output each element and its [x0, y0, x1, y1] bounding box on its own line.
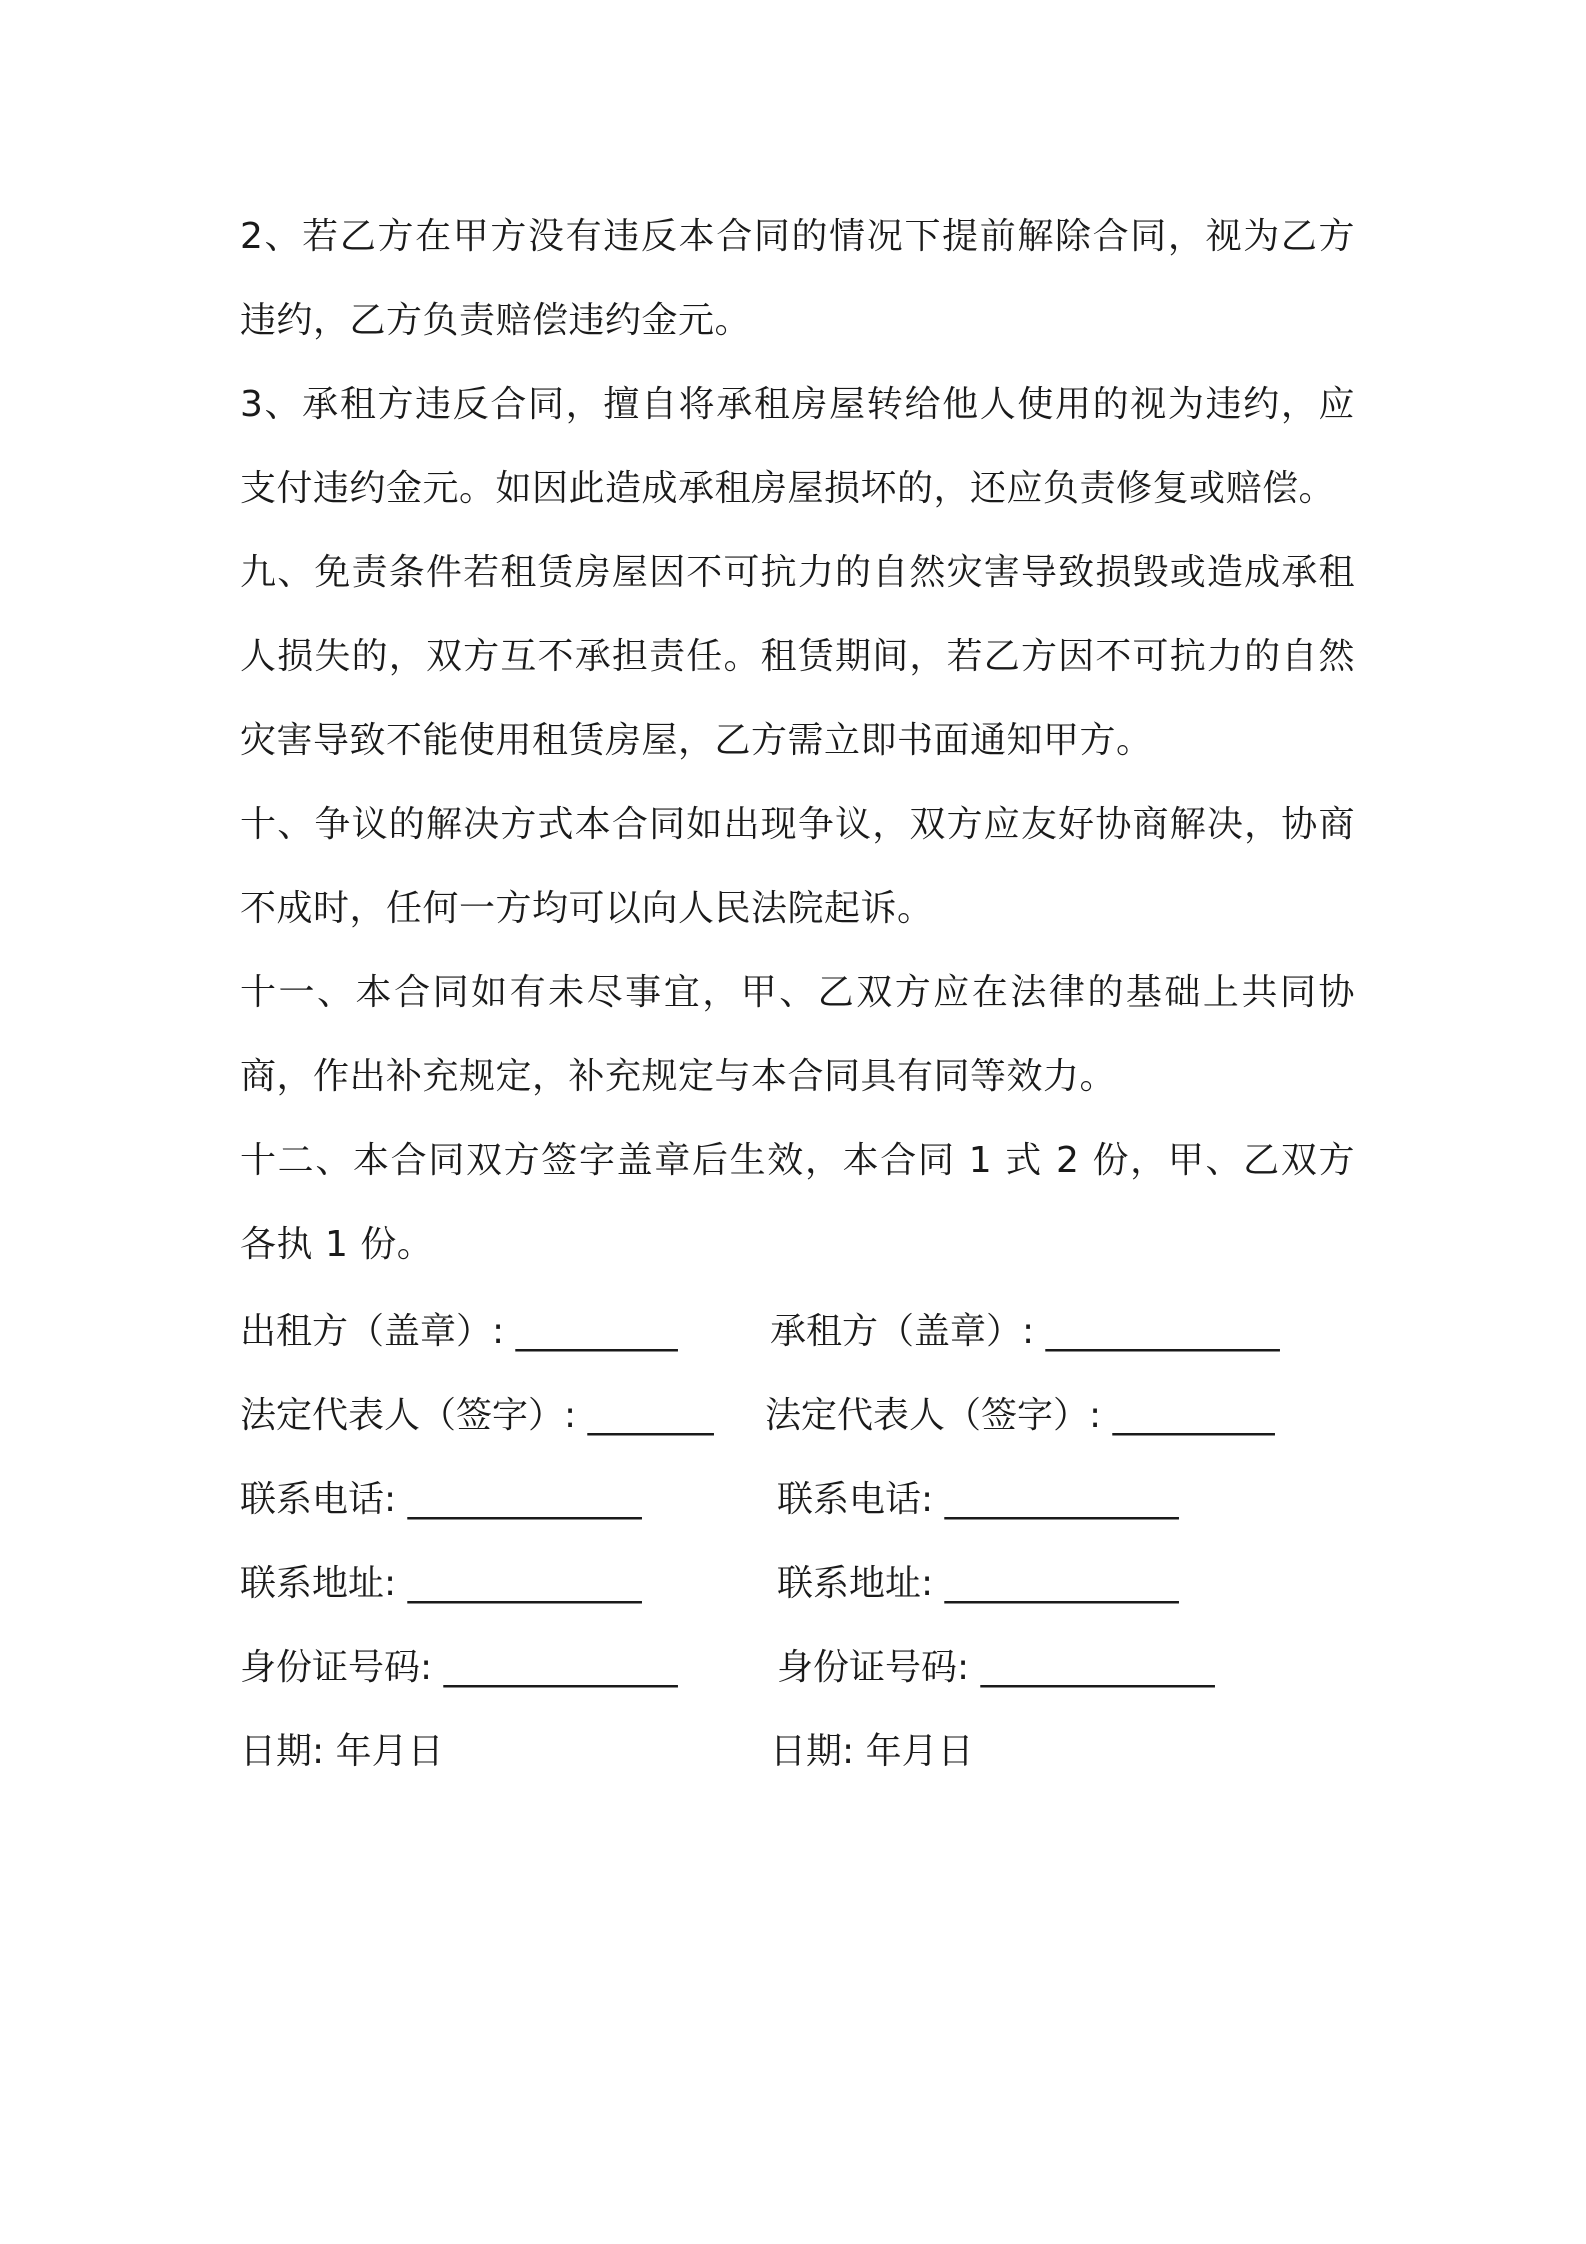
- contract-body: [240, 195, 1355, 1287]
- signature-block: [240, 1290, 1355, 1794]
- lessor-seal-field: 出租方（盖章）: _________: [240, 1311, 678, 1352]
- lessor-id-field: 身份证号码: _____________: [240, 1647, 678, 1688]
- lessee-seal-field: 承租方（盖章）: _____________: [770, 1311, 1280, 1352]
- lessee-phone-field: 联系电话: _____________: [777, 1479, 1179, 1520]
- clause-sublet-breach: 3、承租方违反合同，擅自将承租房屋转给他人使用的视为违约，应支付违约金元。如因此造成承租房屋损坏的，还应负责修复或赔偿。: [240, 384, 1355, 509]
- lessor-phone-field: 联系电话: _____________: [240, 1479, 642, 1520]
- lessee-representative-field: 法定代表人（签字）: _________: [765, 1395, 1275, 1436]
- clause-exemption: 九、免责条件若租赁房屋因不可抗力的自然灾害导致损毁或造成承租人损失的，双方互不承担责任。租赁期间，若乙方因不可抗力的自然灾害导致不能使用租赁房屋，乙方需立即书面通知甲方。: [240, 552, 1355, 761]
- signature-row-date: [240, 1710, 1355, 1794]
- clause-effectiveness: 十二、本合同双方签字盖章后生效，本合同 1 式 2 份，甲、乙双方各执 1 份。: [240, 1140, 1355, 1265]
- clause-breach-early-termination: 2、若乙方在甲方没有违反本合同的情况下提前解除合同，视为乙方违约，乙方负责赔偿违约金元。: [240, 216, 1355, 341]
- signature-row-representative: [240, 1374, 1355, 1458]
- clause-supplementary: 十一、本合同如有未尽事宜，甲、乙双方应在法律的基础上共同协商，作出补充规定，补充规定与本合同具有同等效力。: [240, 972, 1355, 1097]
- signature-row-address: [240, 1542, 1355, 1626]
- signature-row-seal: [240, 1290, 1355, 1374]
- lessee-date-field: 日期: 年月日: [770, 1731, 974, 1772]
- lessor-representative-field: 法定代表人（签字）: _______: [240, 1395, 714, 1436]
- signature-row-id: [240, 1626, 1355, 1710]
- lessee-id-field: 身份证号码: _____________: [777, 1647, 1215, 1688]
- signature-row-phone: [240, 1458, 1355, 1542]
- clause-dispute-resolution: 十、争议的解决方式本合同如出现争议，双方应友好协商解决，协商不成时，任何一方均可以向人民法院起诉。: [240, 804, 1355, 929]
- lessor-address-field: 联系地址: _____________: [240, 1563, 642, 1604]
- lessor-date-field: 日期: 年月日: [240, 1731, 444, 1772]
- lessee-address-field: 联系地址: _____________: [777, 1563, 1179, 1604]
